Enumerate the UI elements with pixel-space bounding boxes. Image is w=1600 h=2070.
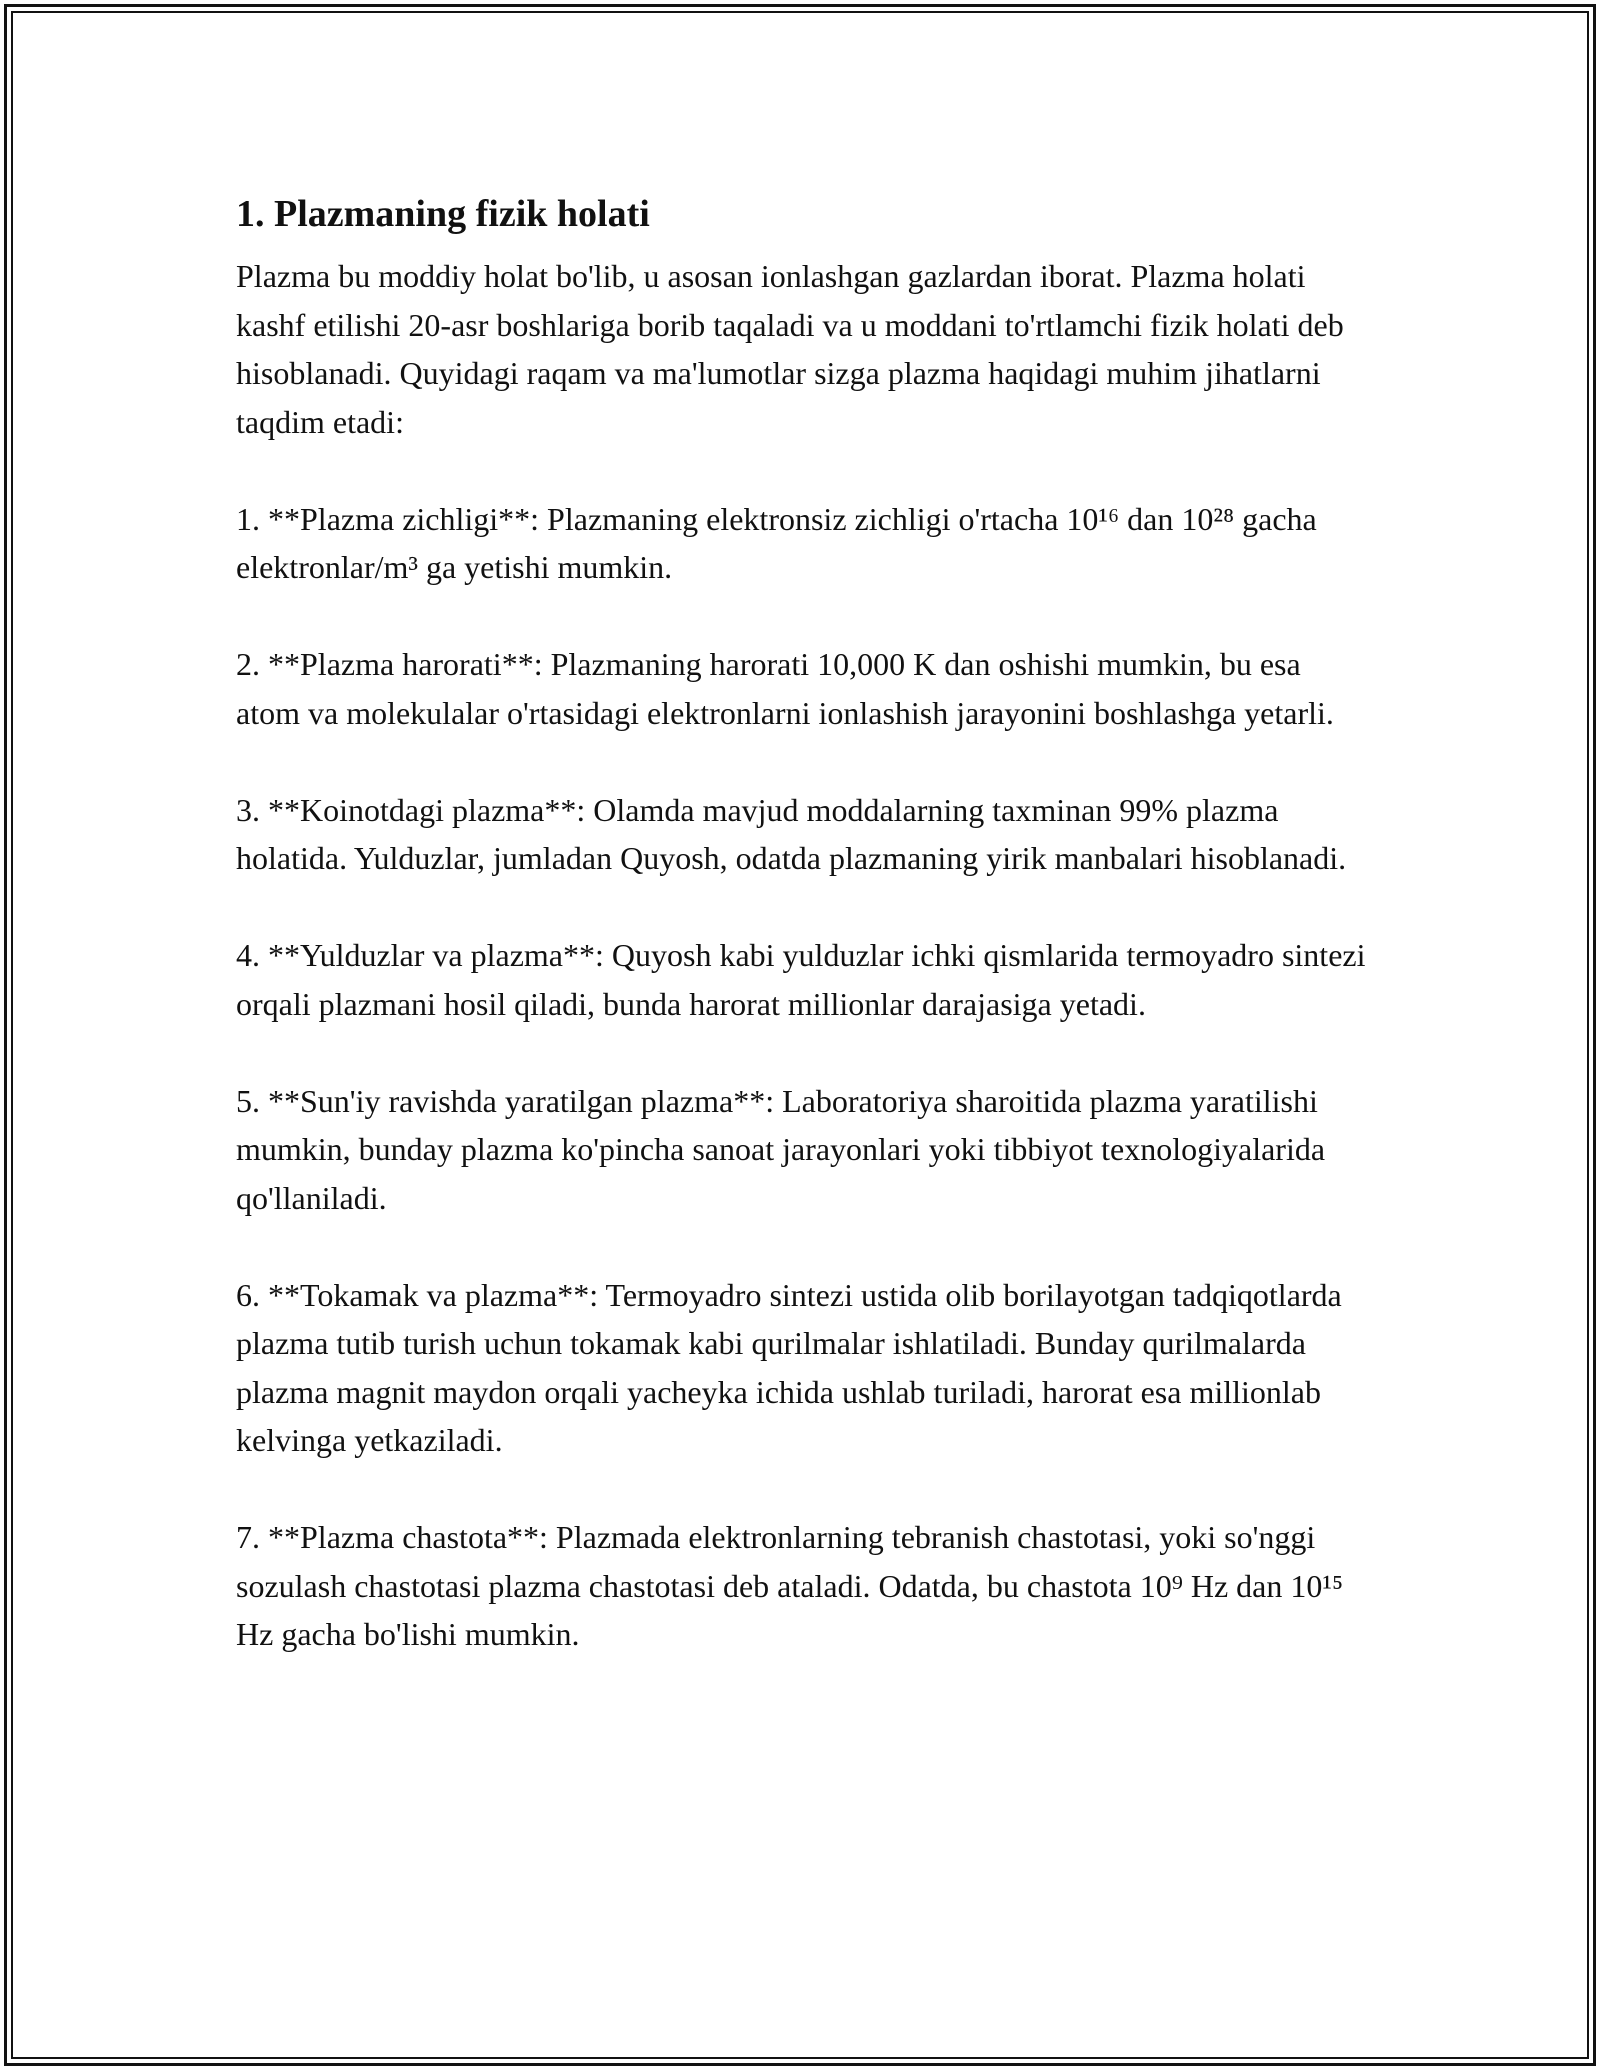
list-item-artificial-plasma: 5. **Sun'iy ravishda yaratilgan plazma**: Laboratoriya sharoitida plazma yaratilishi mumkin, bunday plazma ko'pincha sanoat jarayonlari yoki tibbiyot texnologiyalarida qo'llaniladi.	[236, 1082, 1326, 1216]
list-item-plasma-density: 1. **Plazma zichligi**: Plazmaning elektronsiz zichligi o'rtacha 10¹⁶ dan 10²⁸ gacha elektronlar/m³ ga yetishi mumkin.	[236, 500, 1317, 585]
list-item-stars-and-plasma: 4. **Yulduzlar va plazma**: Quyosh kabi yulduzlar ichki qismlarida termoyadro sintezi orqali plazmani hosil qiladi, bunda harorat millionlar darajasiga yetadi.	[236, 937, 1366, 1022]
list-item-tokamak: 6. **Tokamak va plazma**: Termoyadro sintezi ustida olib borilayotgan tadqiqotlarda plazma tutib turish uchun tokamak kabi qurilmalar ishlatiladi. Bunday qurilmalarda plazma magnit maydon orqali yacheyka ichida ushlab turiladi, harorat esa millionlab kelvinga yetkaziladi.	[236, 1276, 1342, 1458]
intro-paragraph: Plazma bu moddiy holat bo'lib, u asosan ionlashgan gazlardan iborat. Plazma holati kashf etilishi 20-asr boshlariga borib taqaladi va u moddani to'rtlamchi fizik holati deb hisoblanadi. Quyidagi raqam va ma'lumotlar sizga plazma haqidagi muhim jihatlarni taqdim etadi:	[236, 258, 1344, 440]
list-item-plasma-frequency: 7. **Plazma chastota**: Plazmada elektronlarning tebranish chastotasi, yoki so'nggi sozulash chastotasi plazma chastotasi deb ataladi. Odatda, bu chastota 10⁹ Hz dan 10¹⁵ Hz gacha bo'lishi mumkin.	[236, 1519, 1344, 1652]
section-heading: 1. Plazmaning fizik holati	[236, 193, 650, 235]
list-item-cosmic-plasma: 3. **Koinotdagi plazma**: Olamda mavjud moddalarning taxminan 99% plazma holatida. Yulduzlar, jumladan Quyosh, odatda plazmaning yirik manbalari hisoblanadi.	[236, 791, 1347, 876]
document-body	[236, 188, 1366, 1659]
list-item-plasma-temperature: 2. **Plazma harorati**: Plazmaning harorati 10,000 K dan oshishi mumkin, bu esa atom va molekulalar o'rtasidagi elektronlarni ionlashish jarayonini boshlashga yetarli.	[236, 646, 1334, 731]
